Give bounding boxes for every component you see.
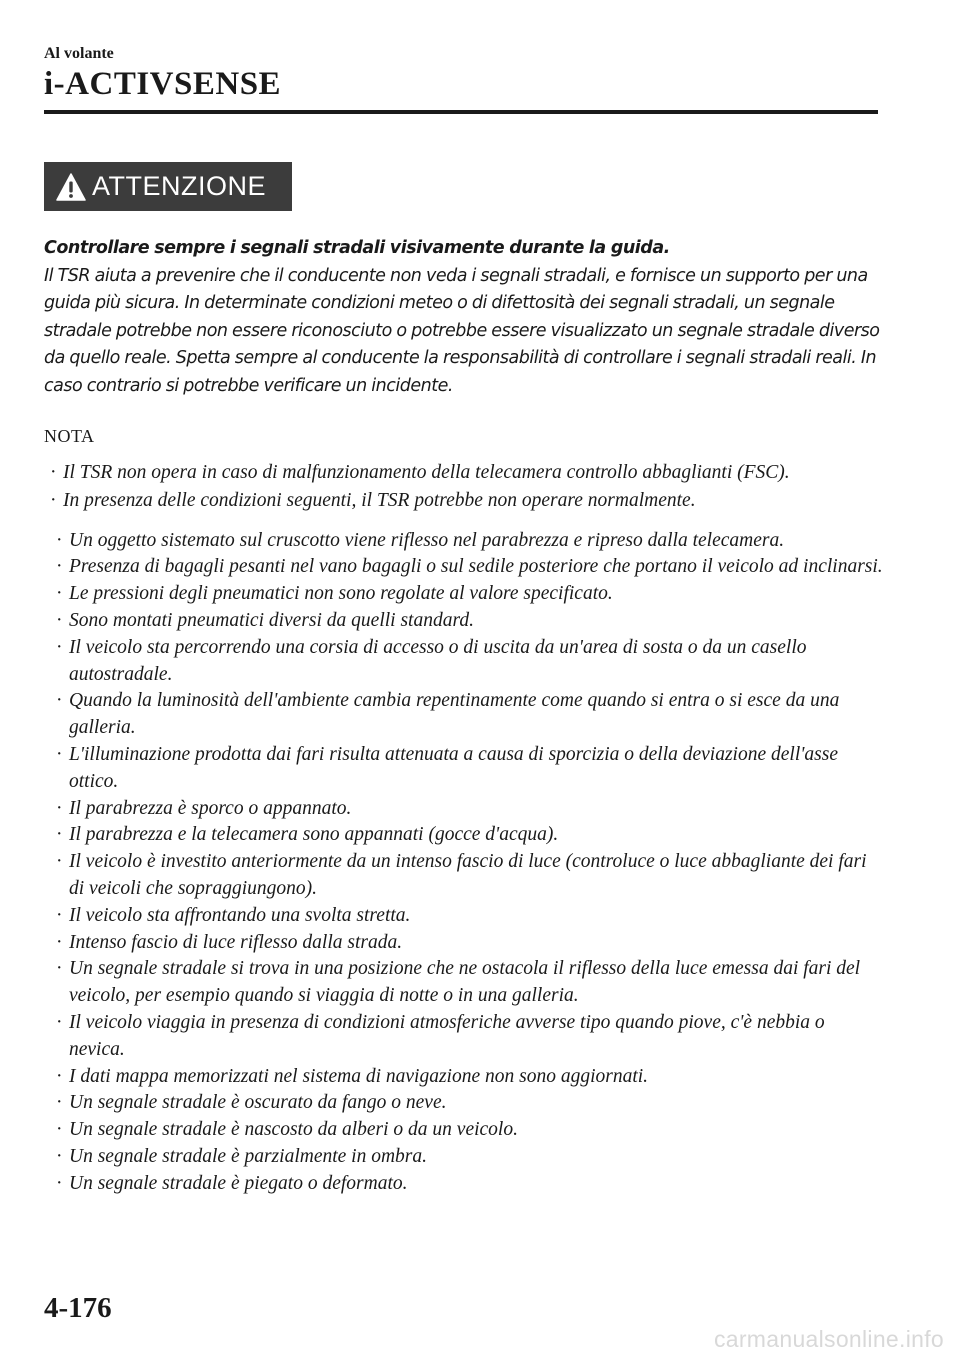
condition-item: · Il parabrezza e la telecamera sono appannati (gocce d'acqua). — [50, 822, 884, 849]
page-number: 4-176 — [44, 1292, 112, 1324]
condition-item: · Il veicolo è investito anteriormente da un intenso fascio di luce (controluce o luce abbagliante dei fari di veicoli che sopraggiungono). — [50, 849, 884, 903]
warning-banner — [44, 162, 292, 211]
page-header — [44, 44, 878, 104]
warning-label: ATTENZIONE — [92, 171, 267, 201]
condition-item: · Un oggetto sistemato sul cruscotto viene riflesso nel parabrezza e ripreso dalla telecamera. — [50, 528, 884, 555]
condition-item: · Un segnale stradale si trova in una posizione che ne ostacola il riflesso della luce emessa dai fari del veicolo, per esempio quando si viaggia di notte o in una galleria. — [50, 956, 884, 1010]
header-divider — [44, 110, 878, 114]
condition-item: · Un segnale stradale è piegato o deformato. — [50, 1171, 884, 1198]
condition-item: · Quando la luminosità dell'ambiente cambia repentinamente come quando si entra o si esce da una galleria. — [50, 688, 884, 742]
condition-item: · Intenso fascio di luce riflesso dalla strada. — [50, 930, 884, 957]
condition-item: · L'illuminazione prodotta dai fari risulta attenuata a causa di sporcizia o della deviazione dell'asse ottico. — [50, 742, 884, 796]
watermark: carmanualsonline.info — [713, 1326, 944, 1352]
condition-item: · Il veicolo sta percorrendo una corsia di accesso o di uscita da un'area di sosta o da un casello autostradale. — [50, 635, 884, 689]
note-item-text: In presenza delle condizioni seguenti, il TSR potrebbe non operare normalmente. — [63, 489, 696, 511]
condition-item: · Un segnale stradale è nascosto da alberi o da un veicolo. — [50, 1117, 884, 1144]
note-content — [44, 460, 884, 1198]
note-item — [44, 488, 884, 515]
warning-text — [44, 235, 884, 400]
chapter-title: i-ACTIVSENSE — [44, 66, 282, 102]
condition-item: · Un segnale stradale è parzialmente in ombra. — [50, 1144, 884, 1171]
section-label: Al volante — [44, 45, 114, 62]
condition-item: · Presenza di bagagli pesanti nel vano bagagli o sul sedile posteriore che portano il veicolo ad inclinarsi. — [50, 554, 884, 581]
condition-item: · Sono montati pneumatici diversi da quelli standard. — [50, 608, 884, 635]
warning-body: Il TSR aiuta a prevenire che il conducente non veda i segnali stradali, e fornisce un supporto per una guida più sicura. In determinate condizioni meteo o di difettosità dei segnali stradali, un segnale stradale potrebbe non essere riconosciuto o potrebbe essere visualizzato un segnale stradale diverso da quello reale. Spetta sempre al conducente la responsabilità di controllare i segnali stradali reali. In caso contrario si potrebbe verificare un incidente. — [44, 265, 880, 396]
note-title: NOTA — [44, 426, 95, 446]
warning-lead: Controllare sempre i segnali stradali visivamente durante la guida. — [44, 238, 670, 258]
condition-item: · Il veicolo sta affrontando una svolta stretta. — [50, 903, 884, 930]
conditions-list — [50, 528, 884, 1198]
condition-item: · Un segnale stradale è oscurato da fango o neve. — [50, 1090, 884, 1117]
condition-item: · Il veicolo viaggia in presenza di condizioni atmosferiche avverse tipo quando piove, c'è nebbia o nevica. — [50, 1010, 884, 1064]
note-item: · Il TSR non opera in caso di malfunzionamento della telecamera controllo abbaglianti (FSC). — [44, 460, 884, 487]
warning-triangle-icon — [56, 173, 86, 201]
note-list — [44, 460, 884, 515]
condition-item: · Il parabrezza è sporco o appannato. — [50, 796, 884, 823]
condition-item: · I dati mappa memorizzati nel sistema di navigazione non sono aggiornati. — [50, 1064, 884, 1091]
condition-item: · Le pressioni degli pneumatici non sono regolate al valore specificato. — [50, 581, 884, 608]
